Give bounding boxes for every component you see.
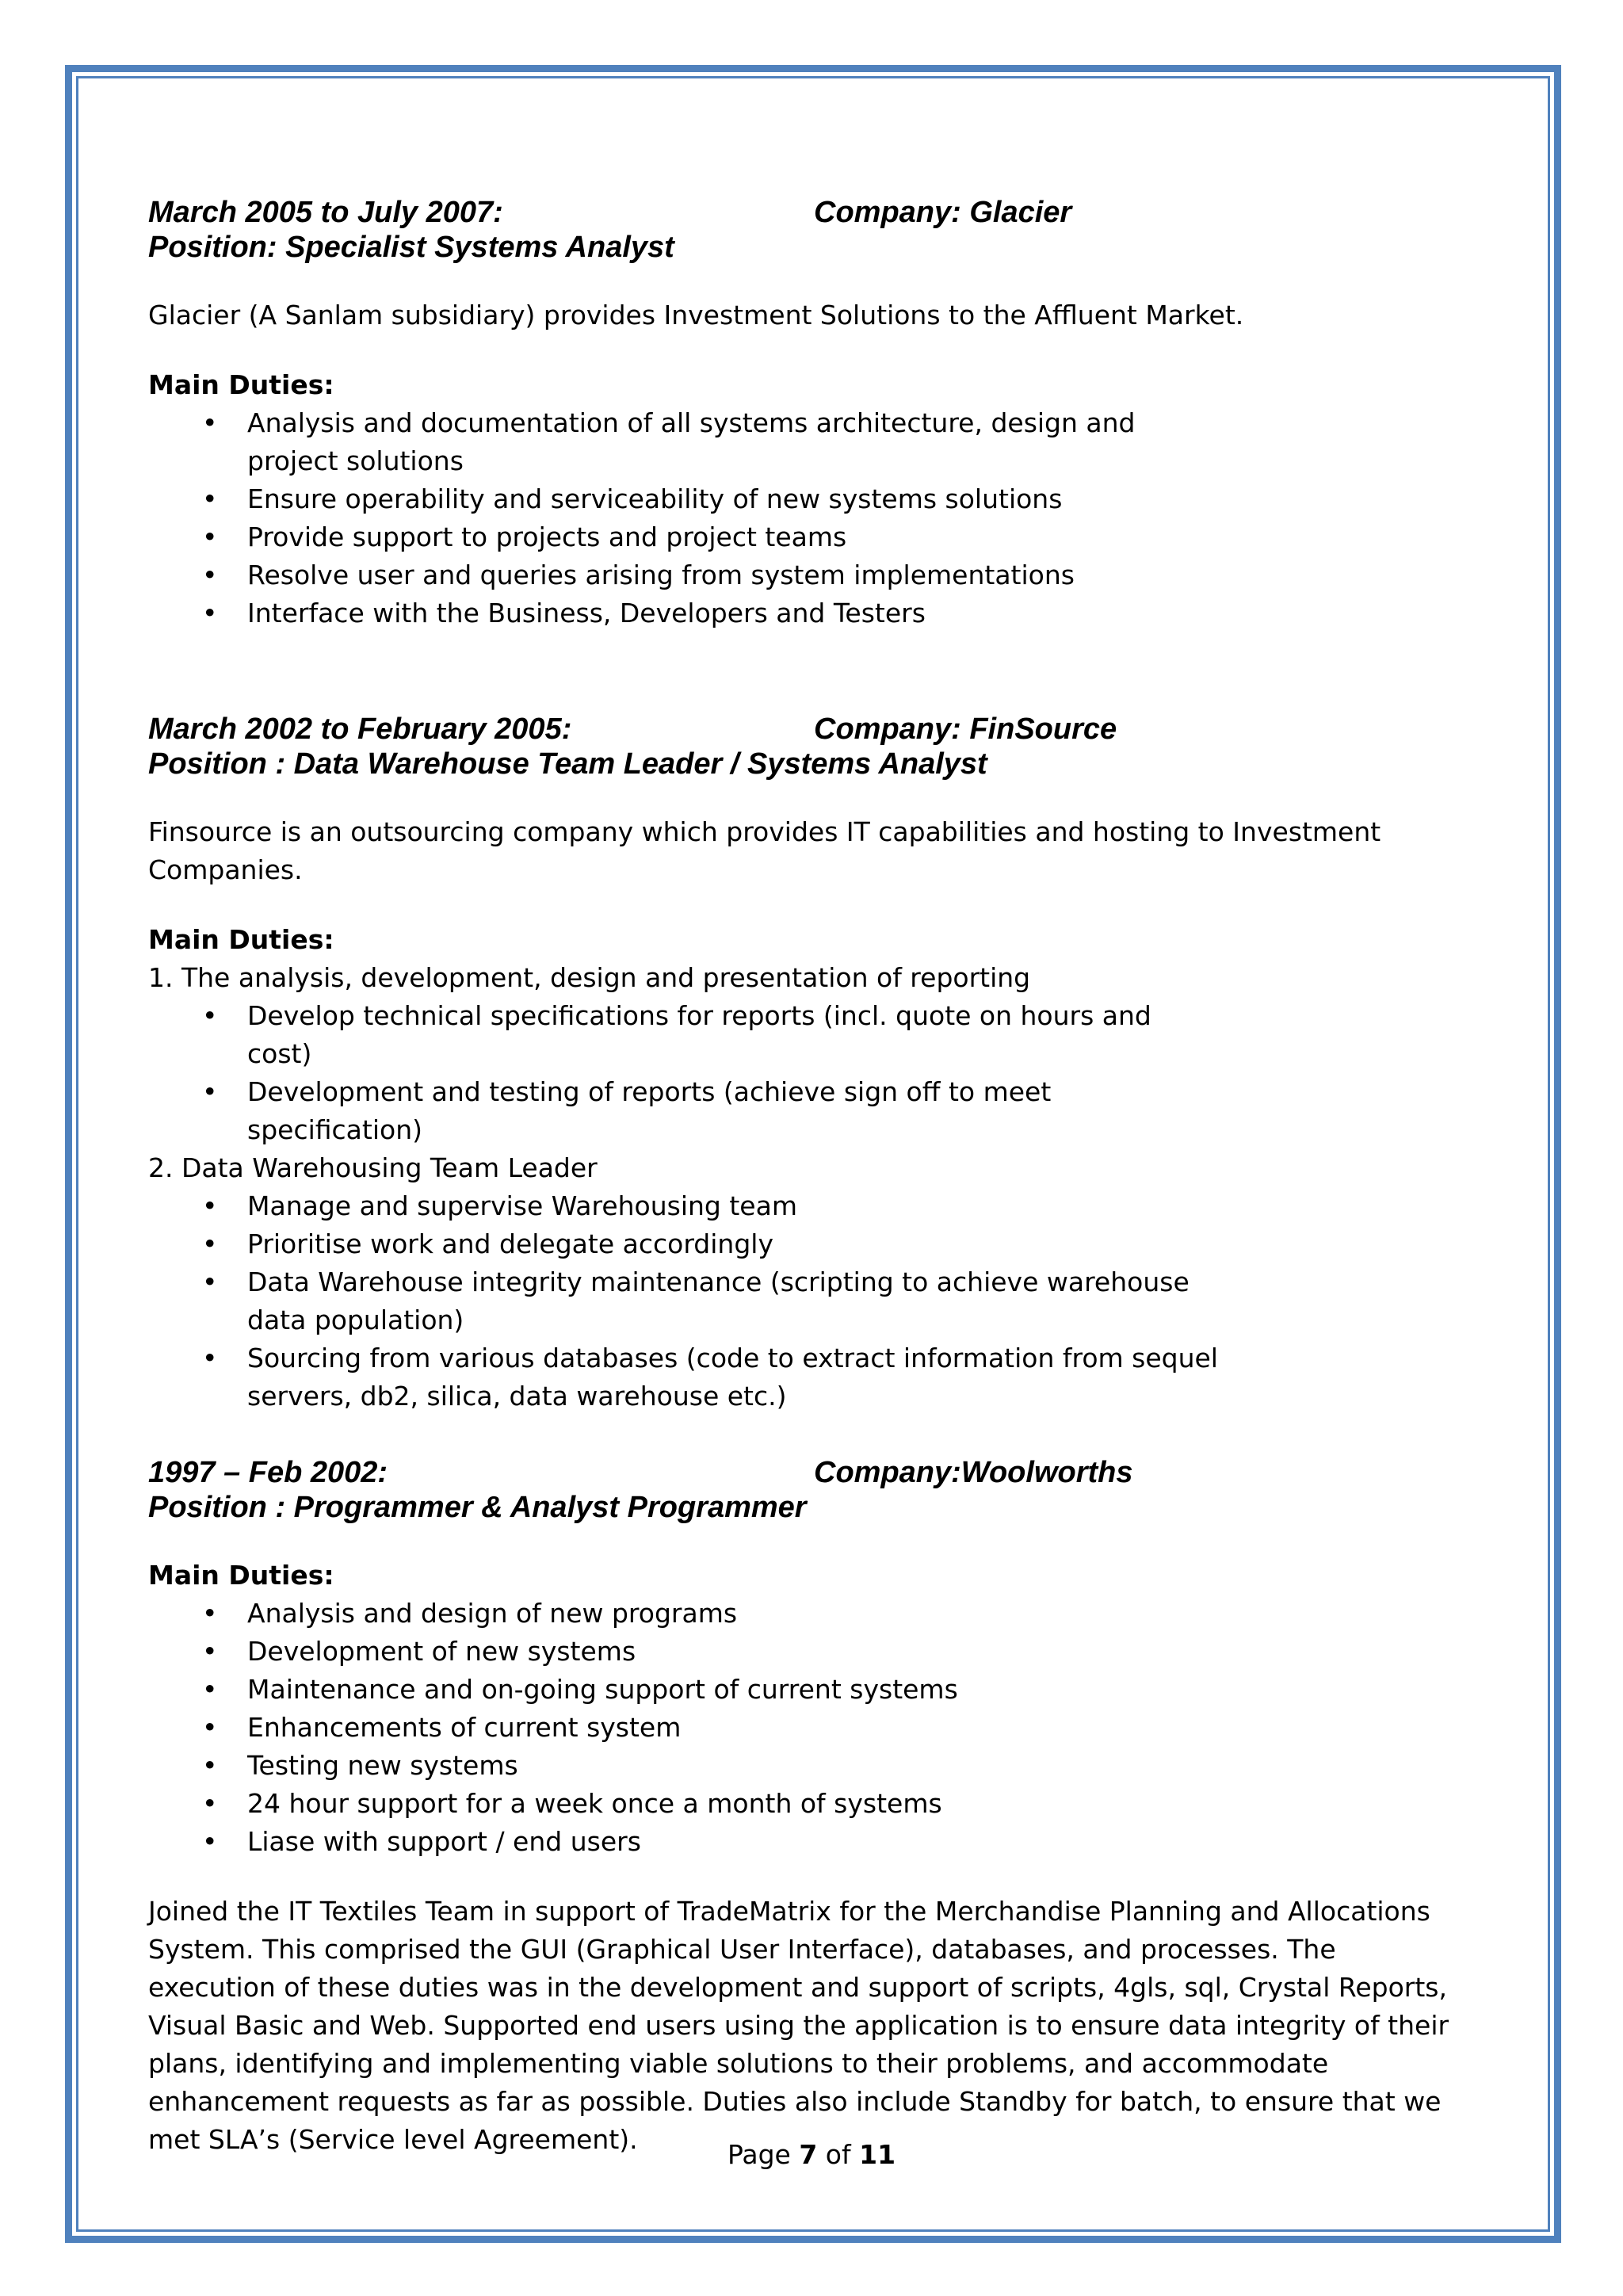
job-position: Position : Programmer & Analyst Programmer	[148, 1491, 807, 1524]
bullet-icon: •	[202, 1343, 218, 1373]
list-item: • 24 hour support for a week once a month of systems	[148, 1785, 1218, 1823]
list-item: • Manage and supervise Warehousing team	[148, 1187, 1218, 1225]
list-item: • Enhancements of current system	[148, 1709, 1218, 1747]
list-item: • Ensure operability and serviceability of new systems solutions	[148, 480, 1218, 518]
list-item: • Analysis and documentation of all systems architecture, design and project solutions	[148, 404, 1218, 480]
job-period: March 2002 to February 2005:	[148, 712, 572, 746]
job-glacier	[148, 195, 1456, 632]
bullet-icon: •	[202, 1788, 218, 1819]
bullet-icon: •	[202, 1000, 218, 1031]
bullet-icon: •	[202, 483, 218, 514]
job-period: 1997 – Feb 2002:	[148, 1456, 388, 1489]
job-header	[148, 712, 1456, 781]
job-period: March 2005 to July 2007:	[148, 196, 503, 229]
job-company: Company: FinSource	[814, 712, 1117, 746]
list-item: • Liase with support / end users	[148, 1823, 1218, 1861]
list-item: • Development and testing of reports (achieve sign off to meet specification)	[148, 1073, 1218, 1149]
page-number	[0, 2136, 1623, 2174]
duties-list	[148, 1187, 1456, 1415]
job-header	[148, 1455, 1456, 1525]
duties-label: Main Duties:	[148, 369, 334, 400]
job-header	[148, 195, 1456, 265]
bullet-icon: •	[202, 560, 218, 590]
duties-list	[148, 997, 1456, 1149]
bullet-icon: •	[202, 1076, 218, 1107]
duties-list	[148, 1595, 1456, 1861]
job-woolworths	[148, 1455, 1456, 2159]
job-description: Glacier (A Sanlam subsidiary) provides Investment Solutions to the Affluent Market.	[148, 300, 1244, 330]
list-item: • Analysis and design of new programs	[148, 1595, 1218, 1633]
duties-list	[148, 404, 1456, 632]
duties-group-heading: 1. The analysis, development, design and presentation of reporting	[148, 962, 1031, 993]
job-summary: Joined the IT Textiles Team in support of TradeMatrix for the Merchandise Planning and Allocations System. This comprised the GUI (Graphical User Interface), databases, and processes. The execution of these duties was in the development and support of scripts, 4gls, sql, Crystal Reports, Visual Basic and Web. Supported end users using the application is to ensure data integrity of their plans, identifying and implementing viable solutions to their problems, and accommodate enhancement requests as far as possible. Duties also include Standby for batch, to ensure that we met SLA’s (Service level Agreement).	[148, 1896, 1449, 2155]
bullet-icon: •	[202, 1190, 218, 1221]
page-separator: of	[825, 2139, 851, 2170]
job-description: Finsource is an outsourcing company which provides IT capabilities and hosting to Investment Companies.	[148, 816, 1381, 885]
bullet-icon: •	[202, 1266, 218, 1297]
bullet-icon: •	[202, 407, 218, 438]
list-item: • Development of new systems	[148, 1633, 1218, 1671]
job-position: Position: Specialist Systems Analyst	[148, 231, 674, 264]
duties-label: Main Duties:	[148, 1560, 334, 1591]
list-item: • Maintenance and on-going support of current systems	[148, 1671, 1218, 1709]
bullet-icon: •	[202, 1674, 218, 1705]
list-item: • Testing new systems	[148, 1747, 1218, 1785]
list-item: • Develop technical specifications for reports (incl. quote on hours and cost)	[148, 997, 1218, 1073]
list-item: • Data Warehouse integrity maintenance (scripting to achieve warehouse data population)	[148, 1263, 1250, 1339]
job-finsource	[148, 712, 1456, 1415]
page-current: 7	[799, 2139, 818, 2170]
bullet-icon: •	[202, 1750, 218, 1781]
bullet-icon: •	[202, 598, 218, 628]
job-company: Company:Woolworths	[814, 1456, 1133, 1489]
duties-label: Main Duties:	[148, 924, 334, 955]
job-position: Position : Data Warehouse Team Leader / Systems Analyst	[148, 747, 987, 781]
duties-group-heading: 2. Data Warehousing Team Leader	[148, 1152, 598, 1183]
list-item: • Interface with the Business, Developers and Testers	[148, 594, 1218, 632]
bullet-icon: •	[202, 1228, 218, 1259]
list-item: • Resolve user and queries arising from system implementations	[148, 556, 1218, 594]
list-item: • Provide support to projects and project teams	[148, 518, 1218, 556]
cv-content	[148, 195, 1456, 2159]
page-prefix: Page	[727, 2139, 791, 2170]
bullet-icon: •	[202, 1826, 218, 1857]
page-total: 11	[859, 2139, 896, 2170]
job-company: Company: Glacier	[814, 196, 1072, 229]
bullet-icon: •	[202, 1598, 218, 1629]
bullet-icon: •	[202, 1712, 218, 1743]
list-item: • Sourcing from various databases (code to extract information from sequel servers, db2, silica, data warehouse etc.)	[148, 1339, 1250, 1415]
bullet-icon: •	[202, 521, 218, 552]
list-item: • Prioritise work and delegate accordingly	[148, 1225, 1218, 1263]
bullet-icon: •	[202, 1636, 218, 1667]
